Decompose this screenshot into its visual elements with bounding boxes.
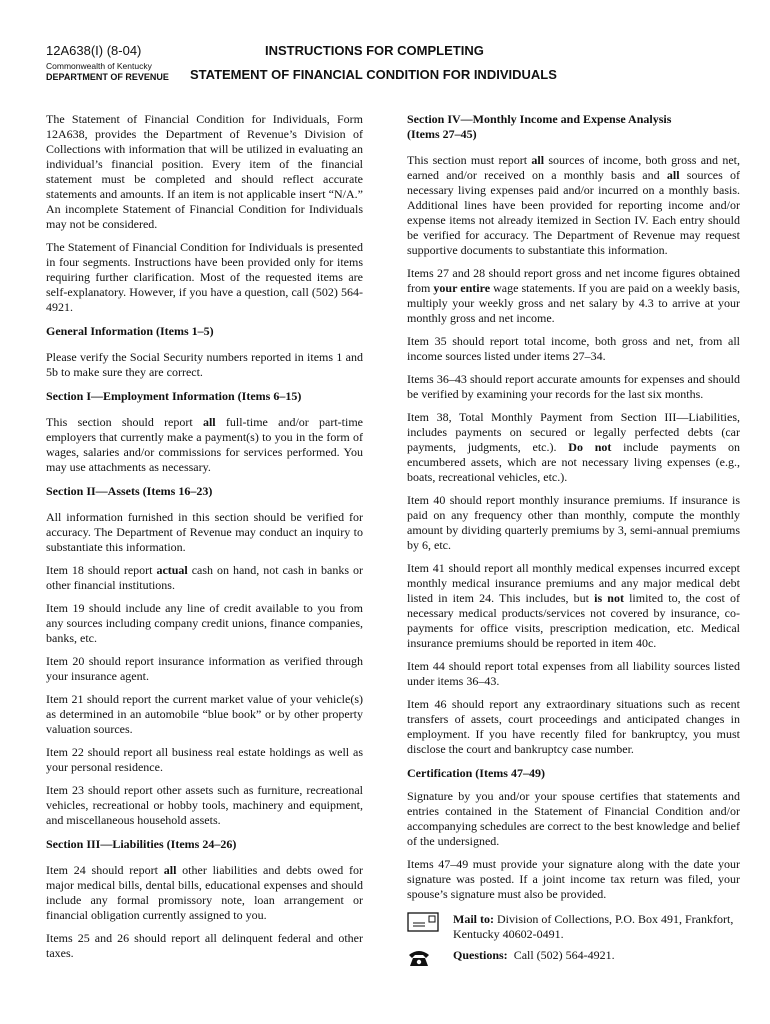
- section-heading-income-expense: Section IV—Monthly Income and Expense Analysis (Items 27–45): [407, 112, 672, 141]
- document-title-line2: STATEMENT OF FINANCIAL CONDITION FOR INDIVIDUALS: [190, 67, 557, 82]
- item-44-text: Item 44 should report total expenses from all liability sources listed under items 36–43.: [407, 659, 740, 688]
- income-expense-text: This section must report all sources of income, both gross and net, earned and/or received on a monthly basis and all sources of necessary living expenses paid and/or incurred on a monthly basis. Additional lines have been provided for reporting income and/or expense items not already itemized in Section IV. Each entry should be verified for accuracy. The Department of Revenue may request supportive documents to substantiate this information.: [407, 153, 740, 257]
- document-title-line1: INSTRUCTIONS FOR COMPLETING: [265, 43, 484, 58]
- item-20-text: Item 20 should report insurance information as verified through your insurance agent.: [46, 654, 363, 683]
- item-18-text: Item 18 should report actual cash on hand, not cash in banks or other financial institutions.: [46, 563, 363, 592]
- telephone-icon: [407, 948, 441, 972]
- item-36-text: Items 36–43 should report accurate amounts for expenses and should be verified by examining your records for the last six months.: [407, 372, 740, 401]
- certification-text: Signature by you and/or your spouse certifies that statements and entries contained in the Statement of Financial Condition and/or accompanying schedules are correct to the best knowledge and belief of the undersigned.: [407, 789, 740, 848]
- employment-text: This section should report all full-time and/or part-time employers that currently make a payment(s) to you in the form of wages, salaries and/or commissions for services performed. You may use attachments as necessary.: [46, 415, 364, 474]
- mail-to-block: [407, 912, 740, 942]
- item-46-text: Item 46 should report any extraordinary situations such as recent transfers of assets, court proceedings and anticipated changes in employment. If you have recently filed for bankruptcy, you must disclose the court and bankruptcy case number.: [407, 697, 740, 756]
- item-24-text: Item 24 should report all other liabilities and debts owed for major medical bills, dental bills, educational expenses and should include any formal promissory note, loan arrangement or financial obligation currently assigned to you.: [46, 863, 363, 922]
- item-21-text: Item 21 should report the current market value of your vehicle(s) as determined in an automobile “blue book” or by other property valuation sources.: [46, 692, 363, 736]
- department-name: DEPARTMENT OF REVENUE: [46, 72, 169, 82]
- agency-name: Commonwealth of Kentucky: [46, 61, 152, 71]
- questions-text: Questions: Call (502) 564-4921.: [453, 948, 615, 962]
- section-heading-general: General Information (Items 1–5): [46, 324, 214, 338]
- item-38-text: Item 38, Total Monthly Payment from Section III—Liabilities, includes payments on secured or legally perfected debts (car payments, judgments, etc.). Do not include payments on encumbered assets, which are not necessary living expenses (e.g., boats, recreational vehicles, etc.).: [407, 410, 740, 484]
- envelope-icon: [407, 912, 441, 936]
- section-heading-employment: Section I—Employment Information (Items 6–15): [46, 389, 302, 403]
- item-40-text: Item 40 should report monthly insurance premiums. If insurance is paid on any frequency other than monthly, compute the monthly amount by dividing quarterly premiums by 3, semi-annual premiums by 6, etc.: [407, 493, 740, 552]
- item-22-text: Item 22 should report all business real estate holdings as well as your personal residence.: [46, 745, 363, 774]
- form-id: 12A638(I) (8-04): [46, 43, 142, 58]
- general-info-text: Please verify the Social Security numbers reported in items 1 and 5b to make sure they are correct.: [46, 350, 363, 379]
- section-heading-certification: Certification (Items 47–49): [407, 766, 545, 780]
- item-41-text: Item 41 should report all monthly medical expenses incurred except monthly medical insurance premiums and any major medical debt listed in item 24. This includes, but is not limited to, the cost of necessary medical products/services not covered by insurance, co-payments for office visits, prescription medication, etc. Medical insurance premiums should be reported in item 40c.: [407, 561, 740, 650]
- intro-paragraph: The Statement of Financial Condition for Individuals, Form 12A638, provides the Department of Revenue’s Division of Collections with information that will be utilized in evaluating an individual’s financial position. Every item of the financial statement must be completed and should reflect accurate statements and amounts. If an item is not applicable insert “N/A.” An incomplete Statement of Financial Condition for Individuals may not be considered.: [46, 112, 363, 231]
- item-25-text: Items 25 and 26 should report all delinquent federal and other taxes.: [46, 931, 363, 960]
- section-heading-liabilities: Section III—Liabilities (Items 24–26): [46, 837, 237, 851]
- section-heading-assets: Section II—Assets (Items 16–23): [46, 484, 213, 498]
- right-column: [407, 112, 740, 972]
- item-19-text: Item 19 should include any line of credit available to you from any sources including company credit unions, finance companies, banks, etc.: [46, 601, 363, 645]
- questions-block: [407, 948, 740, 972]
- assets-text: All information furnished in this section should be verified for accuracy. The Department of Revenue may conduct an inquiry to substantiate this information.: [46, 510, 363, 554]
- document-header: [0, 0, 770, 95]
- item-27-text: Items 27 and 28 should report gross and net income figures obtained from your entire wage statements. If you are paid on a weekly basis, multiply your weekly gross and net salary by 4.3 to arrive at your monthly gross and net income.: [407, 266, 740, 325]
- signature-requirement-text: Items 47–49 must provide your signature along with the date your signature was posted. If a joint income tax return was filed, your spouse’s signature must also be provided.: [407, 857, 740, 901]
- mail-to-text: Mail to: Division of Collections, P.O. Box 491, Frankfort, Kentucky 40602-0491.: [453, 912, 734, 941]
- left-column: [46, 112, 363, 969]
- item-35-text: Item 35 should report total income, both gross and net, from all income sources listed under items 27–34.: [407, 334, 740, 363]
- intro-paragraph: The Statement of Financial Condition for Individuals is presented in four segments. Instructions have been provided only for items requiring further clarification. Most of the requested items are self-explanatory. However, if you have a question, call (502) 564-4921.: [46, 240, 363, 314]
- item-23-text: Item 23 should report other assets such as furniture, recreational vehicles, recreational or hobby tools, machinery and equipment, and miscellaneous household assets.: [46, 783, 363, 827]
